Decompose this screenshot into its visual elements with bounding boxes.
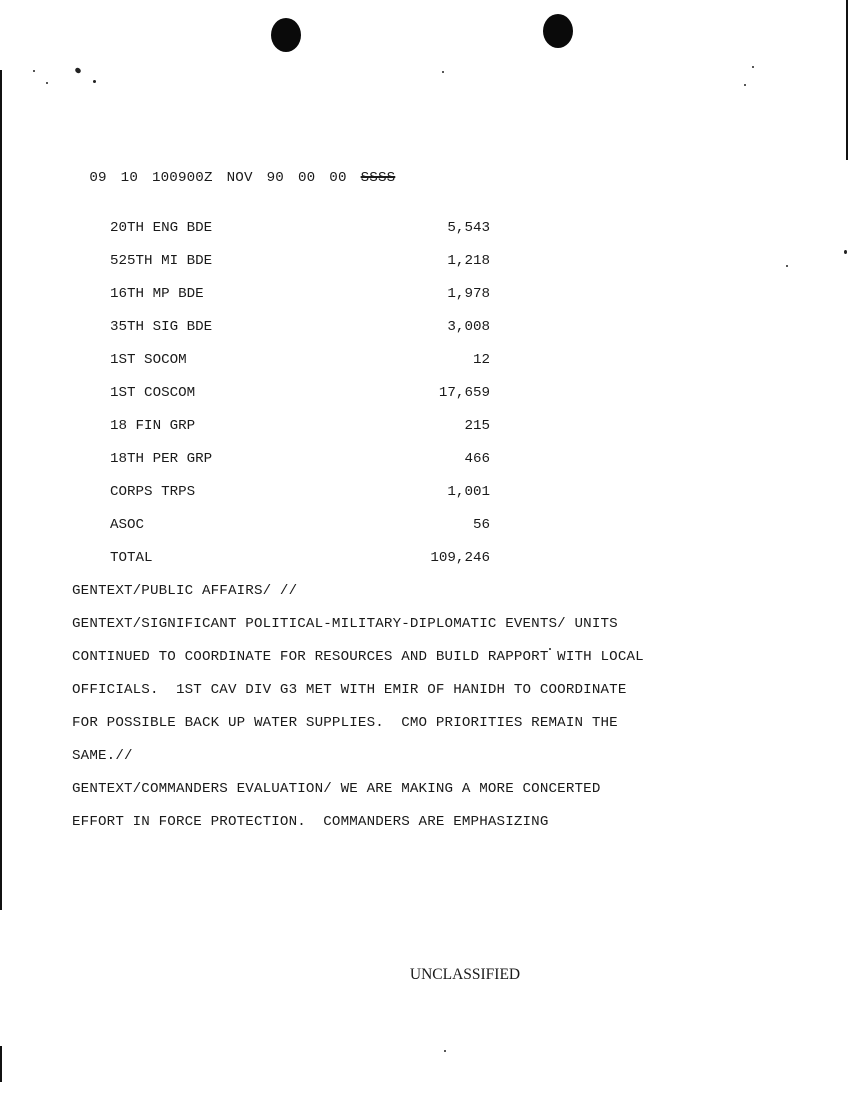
speck (786, 265, 788, 267)
speck (74, 67, 82, 75)
speck (844, 250, 847, 254)
struck-header-text: SSSS (360, 170, 396, 186)
unit-row (110, 220, 490, 240)
unit-row (110, 253, 490, 273)
unit-row (110, 319, 490, 339)
message-header-line (72, 154, 395, 186)
unit-count: 3,008 (447, 319, 490, 335)
left-edge-mark (0, 70, 2, 910)
body-line: OFFICIALS. 1ST CAV DIV G3 MET WITH EMIR OF HANIDH TO COORDINATE (72, 682, 627, 698)
unit-name: 18TH PER GRP (110, 451, 213, 467)
unit-row (110, 484, 490, 504)
unit-row (110, 385, 490, 405)
body-line: SAME.// (72, 748, 133, 764)
speck (33, 70, 35, 72)
unit-row (110, 517, 490, 537)
unit-name: 1ST COSCOM (110, 385, 196, 401)
header-field: 90 (266, 170, 284, 186)
unit-name: 18 FIN GRP (110, 418, 196, 434)
header-field: 09 (89, 170, 107, 186)
unit-name: 35TH SIG BDE (110, 319, 213, 335)
unit-count: 1,218 (447, 253, 490, 269)
unit-count: 56 (472, 517, 490, 533)
unit-count: 1,001 (447, 484, 490, 500)
speck (752, 66, 754, 68)
unit-name: ASOC (110, 517, 145, 533)
unit-count: 12 (472, 352, 490, 368)
unit-count: 17,659 (438, 385, 490, 401)
body-line: GENTEXT/SIGNIFICANT POLITICAL-MILITARY-DIPLOMATIC EVENTS/ UNITS (72, 616, 618, 632)
unit-name: 20TH ENG BDE (110, 220, 213, 236)
body-line: EFFORT IN FORCE PROTECTION. COMMANDERS ARE EMPHASIZING (72, 814, 549, 830)
speck (744, 84, 746, 86)
punch-hole-right (543, 14, 573, 48)
unit-count: 215 (464, 418, 490, 434)
header-field: 100900Z (151, 170, 213, 186)
unit-count: 466 (464, 451, 490, 467)
unit-row (110, 418, 490, 438)
total-count: 109,246 (430, 550, 490, 566)
unit-name: CORPS TRPS (110, 484, 196, 500)
punch-hole-left (271, 18, 301, 52)
header-field: 00 (297, 170, 316, 186)
speck (444, 1050, 446, 1052)
unit-row (110, 451, 490, 471)
speck (46, 82, 48, 84)
speck (442, 71, 444, 73)
body-line: FOR POSSIBLE BACK UP WATER SUPPLIES. CMO PRIORITIES REMAIN THE (72, 715, 618, 731)
unit-name: 1ST SOCOM (110, 352, 187, 368)
body-line: GENTEXT/COMMANDERS EVALUATION/ WE ARE MAKING A MORE CONCERTED (72, 781, 601, 797)
speck (93, 80, 96, 83)
header-field: 10 (120, 170, 138, 186)
unit-row (110, 286, 490, 306)
total-label: TOTAL (110, 550, 153, 566)
unit-count: 5,543 (447, 220, 490, 236)
left-edge-mark-bottom (0, 1046, 2, 1082)
body-line: CONTINUED TO COORDINATE FOR RESOURCES AND BUILD RAPPORT WITH LOCAL (72, 649, 644, 665)
unit-count: 1,978 (447, 286, 490, 302)
header-field: NOV (226, 170, 253, 186)
unit-row-total (110, 550, 490, 570)
header-field: 00 (329, 170, 347, 186)
unit-name: 525TH MI BDE (110, 253, 213, 269)
unit-row (110, 352, 490, 372)
classification-marking: UNCLASSIFIED (409, 966, 521, 983)
unit-name: 16TH MP BDE (110, 286, 204, 302)
body-line: GENTEXT/PUBLIC AFFAIRS/ // (72, 583, 298, 599)
